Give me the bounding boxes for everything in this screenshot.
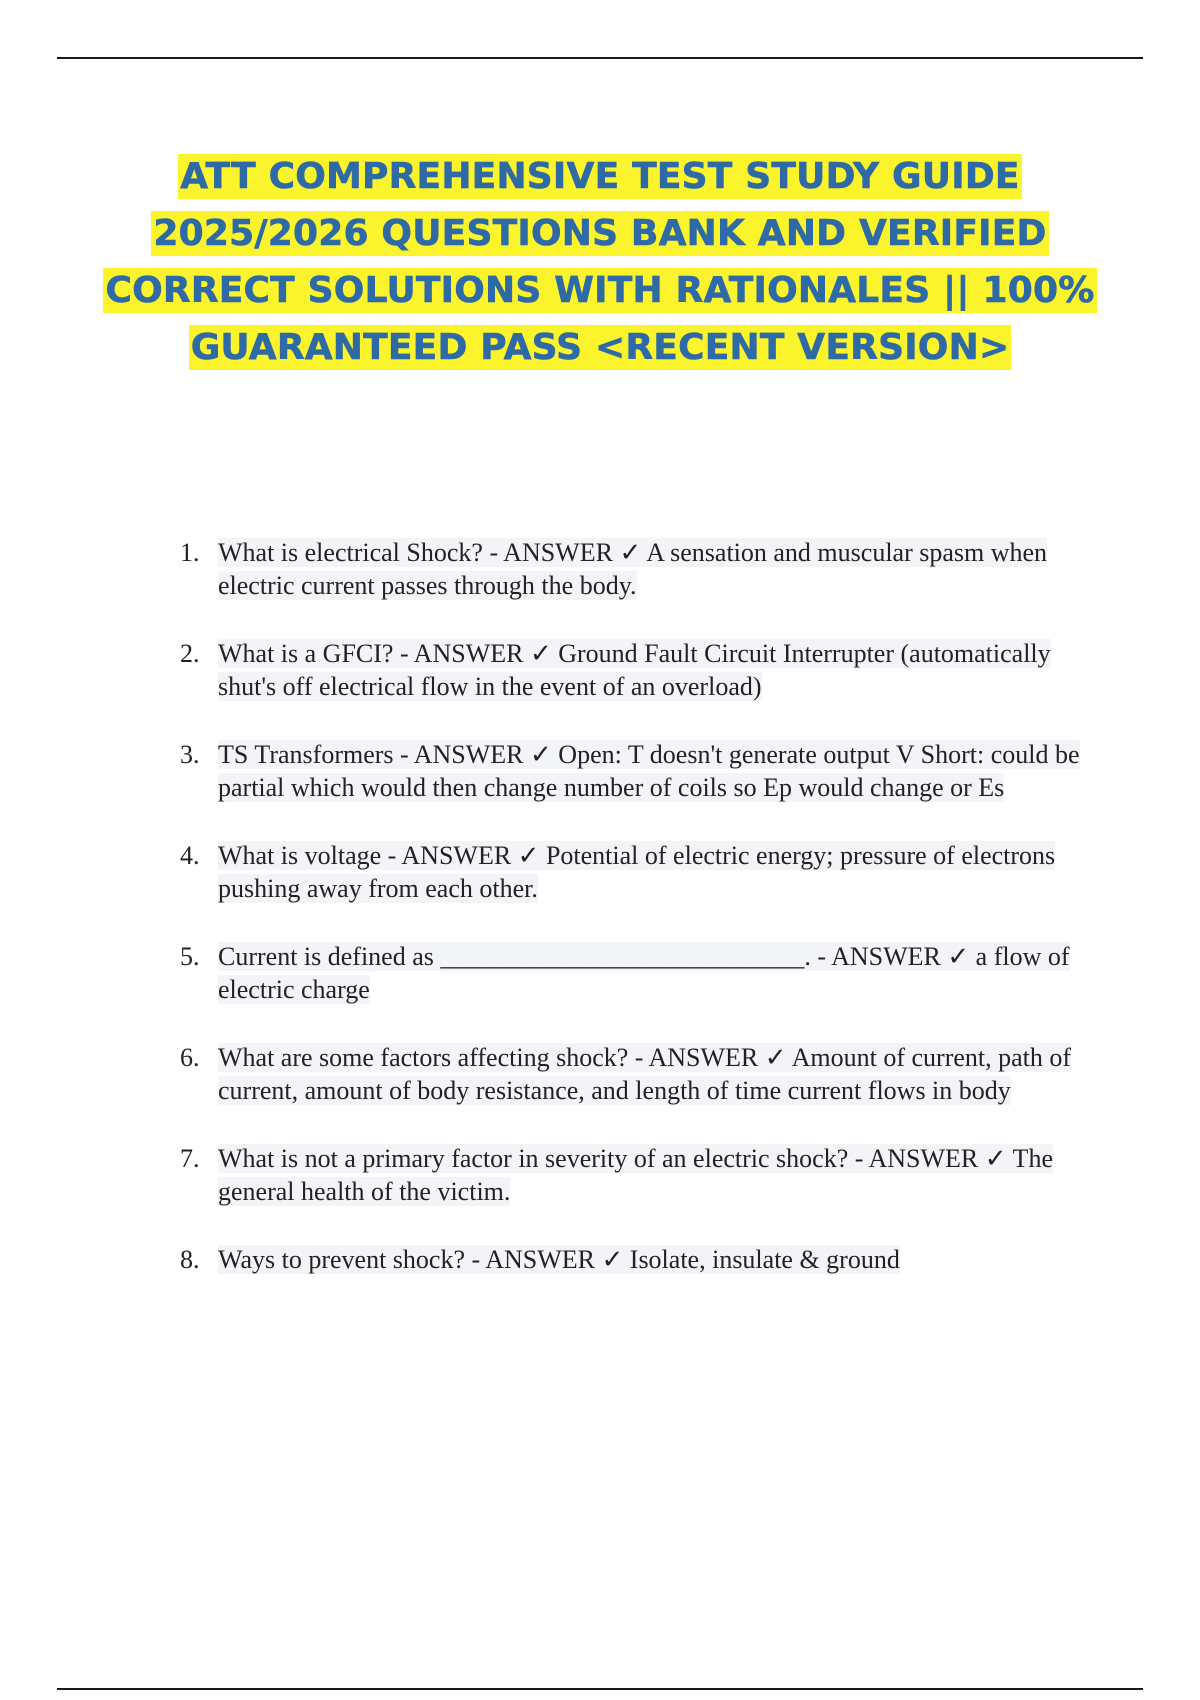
- qa-number: 4.: [180, 841, 200, 870]
- qa-text: What is not a primary factor in severity of an electric shock? - ANSWER ✓ The general health of the victim.: [218, 1144, 1053, 1206]
- title-block: [100, 148, 1100, 376]
- document-title: ATT COMPREHENSIVE TEST STUDY GUIDE 2025/2026 QUESTIONS BANK AND VERIFIED CORRECT SOLUTIONS WITH RATIONALES || 100% GUARANTEED PASS <RECENT VERSION>: [105, 156, 1095, 368]
- qa-text: What are some factors affecting shock? - ANSWER ✓ Amount of current, path of current, amount of body resistance, and length of time current flows in body: [218, 1043, 1072, 1105]
- qa-number: 8.: [180, 1245, 200, 1274]
- top-rule: [57, 57, 1143, 59]
- qa-text: What is electrical Shock? - ANSWER ✓ A sensation and muscular spasm when electric current passes through the body.: [218, 538, 1048, 600]
- qa-number: 3.: [180, 740, 200, 769]
- qa-item-1: [170, 536, 1100, 602]
- qa-item-8: [170, 1243, 1100, 1276]
- qa-number: 5.: [180, 942, 200, 971]
- qa-text: What is a GFCI? - ANSWER ✓ Ground Fault Circuit Interrupter (automatically shut's off electrical flow in the event of an overload): [218, 639, 1051, 701]
- qa-number: 6.: [180, 1043, 200, 1072]
- qa-item-6: [170, 1041, 1100, 1107]
- qa-item-5: [170, 940, 1100, 1006]
- qa-list: [170, 536, 1100, 1311]
- qa-text: TS Transformers - ANSWER ✓ Open: T doesn't generate output V Short: could be partial which would then change number of coils so Ep would change or Es: [218, 740, 1080, 802]
- qa-number: 1.: [180, 538, 200, 567]
- qa-text: Ways to prevent shock? - ANSWER ✓ Isolate, insulate & ground: [218, 1245, 900, 1274]
- qa-item-4: [170, 839, 1100, 905]
- qa-text: Current is defined as ____________________________. - ANSWER ✓ a flow of electric charge: [218, 942, 1070, 1004]
- qa-number: 7.: [180, 1144, 200, 1173]
- qa-item-7: [170, 1142, 1100, 1208]
- bottom-rule: [57, 1688, 1143, 1690]
- qa-number: 2.: [180, 639, 200, 668]
- qa-item-2: [170, 637, 1100, 703]
- qa-text: What is voltage - ANSWER ✓ Potential of electric energy; pressure of electrons pushing away from each other.: [218, 841, 1056, 903]
- qa-item-3: [170, 738, 1100, 804]
